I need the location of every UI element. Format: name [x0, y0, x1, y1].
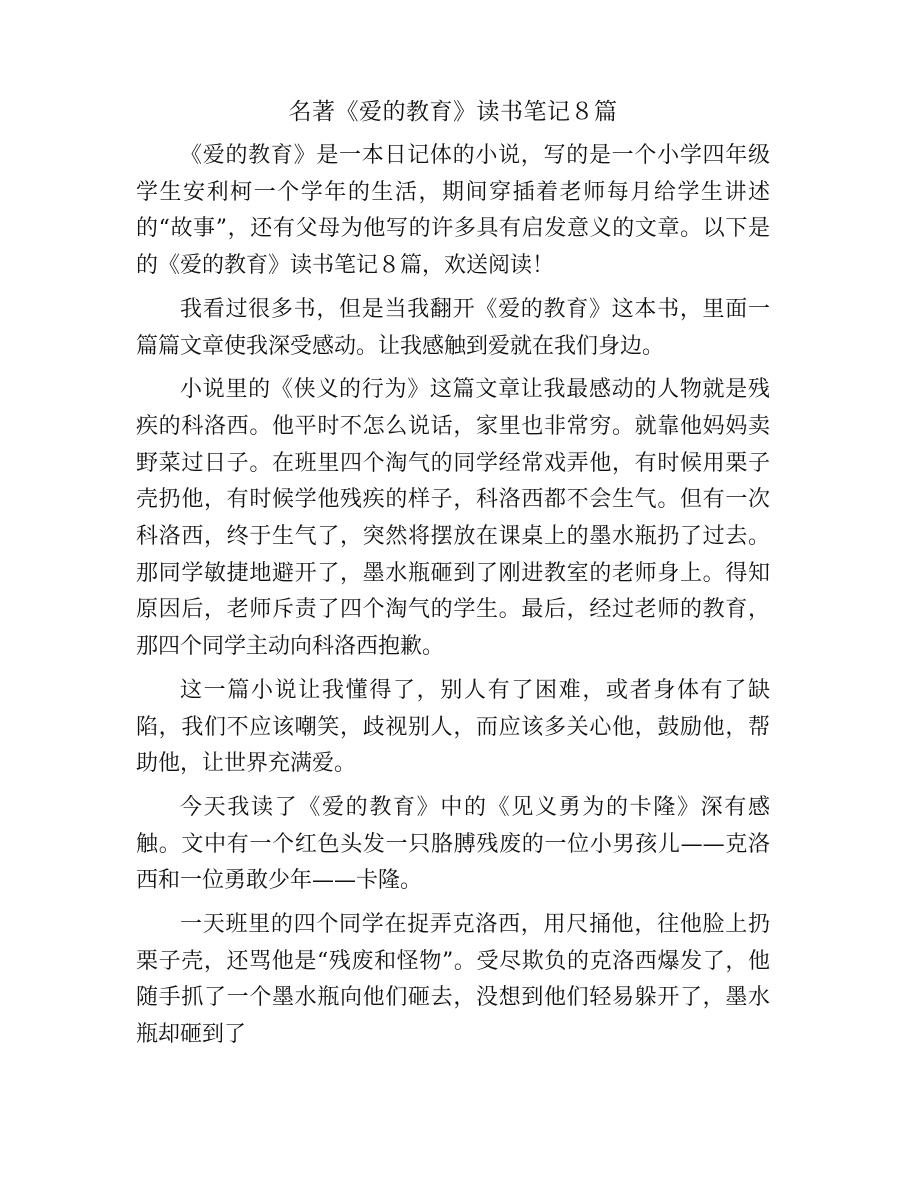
paragraph: 一天班里的四个同学在捉弄克洛西，用尺捅他，往他脸上扔栗子壳，还骂他是“残废和怪物”。受尽欺负的克洛西爆发了，他随手抓了一个墨水瓶向他们砸去，没想到他们轻易躲开了，墨水瓶却砸到了	[136, 912, 770, 1048]
paragraph: 今天我读了《爱的教育》中的《见义勇为的卡隆》深有感触。文中有一个红色头发一只胳膊残废的一位小男孩儿——克洛西和一位勇敢少年——卡隆。	[136, 794, 770, 894]
paragraph: 这一篇小说让我懂得了，别人有了困难，或者身体有了缺陷，我们不应该嘲笑，歧视别人，而应该多关心他，鼓励他，帮助他，让世界充满爱。	[136, 677, 770, 777]
paragraph: 我看过很多书，但是当我翻开《爱的教育》这本书，里面一篇篇文章使我深受感动。让我感触到爱就在我们身边。	[136, 296, 770, 359]
document-title: 名著《爱的教育》读书笔记８篇	[288, 99, 618, 125]
paragraph-intro: 《爱的教育》是一本日记体的小说，写的是一个小学四年级学生安利柯一个学年的生活，期间穿插着老师每月给学生讲述的“故事”，还有父母为他写的许多具有启发意义的文章。以下是的《爱的教育》读书笔记８篇，欢送阅读！	[136, 143, 770, 279]
paragraph: 小说里的《侠义的行为》这篇文章让我最感动的人物就是残疾的科洛西。他平时不怎么说话，家里也非常穷。就靠他妈妈卖野菜过日子。在班里四个淘气的同学经常戏弄他，有时候用栗子壳扔他，有时候学他残疾的样子，科洛西都不会生气。但有一次科洛西，终于生气了，突然将摆放在课桌上的墨水瓶扔了过去。那同学敏捷地避开了，墨水瓶砸到了刚进教室的老师身上。得知原因后，老师斥责了四个淘气的学生。最后，经过老师的教育，那四个同学主动向科洛西抱歉。	[136, 377, 770, 660]
